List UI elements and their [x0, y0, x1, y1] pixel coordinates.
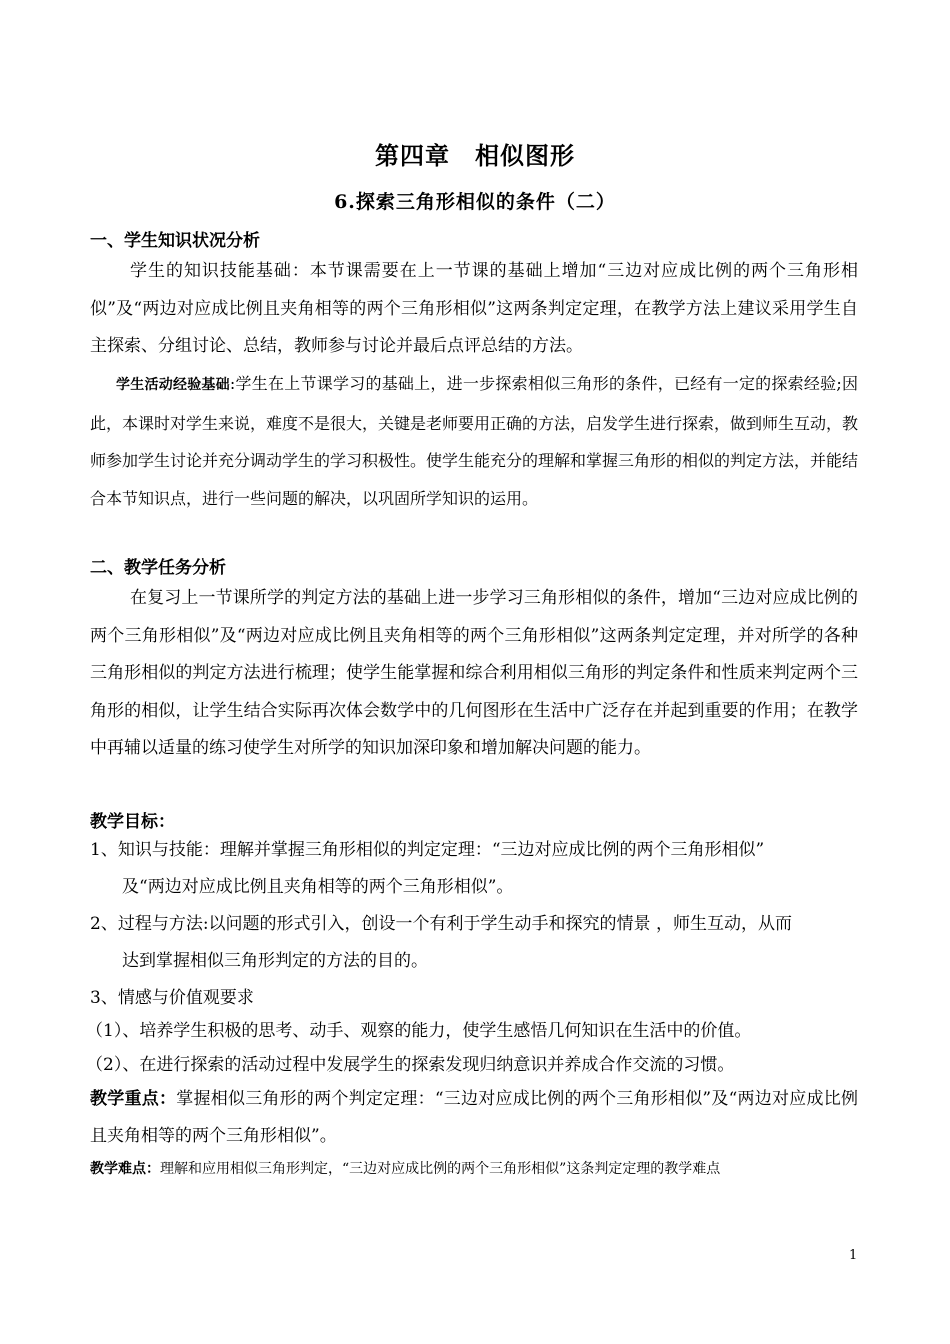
lesson-title: 6.探索三角形相似的条件（二）	[334, 191, 616, 213]
goal-knowledge-skills	[90, 832, 858, 906]
activity-experience-text: :学生在上节课学习的基础上，进一步探索相似三角形的条件，已经有一定的探索经验;因此，本课时对学生来说，难度不是很大，关键是老师要用正确的方法，启发学生进行探索，做到师生互动，教师参加学生讨论并充分调动学生的学习积极性。使学生能充分的理解和掌握三角形的相似的判定方法，并能结合本节知识点，进行一些问题的解决，以巩固所学知识的运用。	[90, 374, 859, 508]
goal-1-line-2: 及“两边对应成比例且夹角相等的两个三角形相似”。	[122, 877, 514, 897]
paragraph-activity-experience	[90, 365, 858, 517]
goal-3-item-1: （1）、培养学生积极的思考、动手、观察的能力，使学生感悟几何知识在生活中的价值。	[86, 1021, 752, 1041]
paragraph-knowledge-basis: 学生的知识技能基础：本节课需要在上一节课的基础上增加“三边对应成比例的两个三角形相似”及“两边对应成比例且夹角相等的两个三角形相似”这两条判定定理，在教学方法上建议采用学生自主探索、分组讨论、总结，教师参与讨论并最后点评总结的方法。	[90, 261, 858, 356]
chapter-title: 第四章 相似图形	[375, 141, 575, 170]
paragraph-key-points	[90, 1081, 858, 1155]
difficulty-text: 理解和应用相似三角形判定，“三边对应成比例的两个三角形相似”这条判定定理的教学难点	[160, 1161, 721, 1177]
paragraph-task-analysis: 在复习上一节课所学的判定方法的基础上进一步学习三角形相似的条件，增加“三边对应成比例的两个三角形相似”及“两边对应成比例且夹角相等的两个三角形相似”这两条判定定理，并对所学的各种三角形相似的判定方法进行梳理；使学生能掌握和综合利用相似三角形的判定条件和性质来判定两个三角形的相似，让学生结合实际再次体会数学中的几何图形在生活中广泛存在并起到重要的作用；在教学中再辅以适量的练习使学生对所学的知识加深印象和增加解决问题的能力。	[90, 588, 858, 758]
activity-experience-label: 学生活动经验基础	[116, 377, 230, 393]
page-number: 1	[849, 1248, 858, 1263]
goal-emotion-values: 3、情感与价值观要求	[90, 988, 254, 1008]
key-points-text: 掌握相似三角形的两个判定定理：“三边对应成比例的两个三角形相似”及“两边对应成比例且夹角相等的两个三角形相似”。	[90, 1089, 858, 1146]
goal-2-line-2: 达到掌握相似三角形判定的方法的目的。	[122, 951, 428, 971]
paragraph-difficulty	[90, 1157, 858, 1181]
key-points-label: 教学重点：	[90, 1089, 177, 1109]
goal-2-line-1: 2、过程与方法:以问题的形式引入，创设一个有利于学生动手和探究的情景 ，师生互动，从而	[90, 914, 792, 934]
goals-heading: 教学目标：	[90, 812, 175, 832]
goal-1-line-1: 1、知识与技能：理解并掌握三角形相似的判定定理：“三边对应成比例的两个三角形相似”	[90, 840, 765, 860]
goal-3-item-2: （2）、在进行探索的活动过程中发展学生的探索发现归纳意识并养成合作交流的习惯。	[86, 1055, 735, 1075]
section-heading-task-analysis: 二、教学任务分析	[90, 558, 226, 578]
difficulty-label: 教学难点：	[90, 1161, 160, 1177]
section-heading-student-analysis: 一、学生知识状况分析	[90, 231, 260, 251]
goal-process-method	[90, 906, 858, 980]
